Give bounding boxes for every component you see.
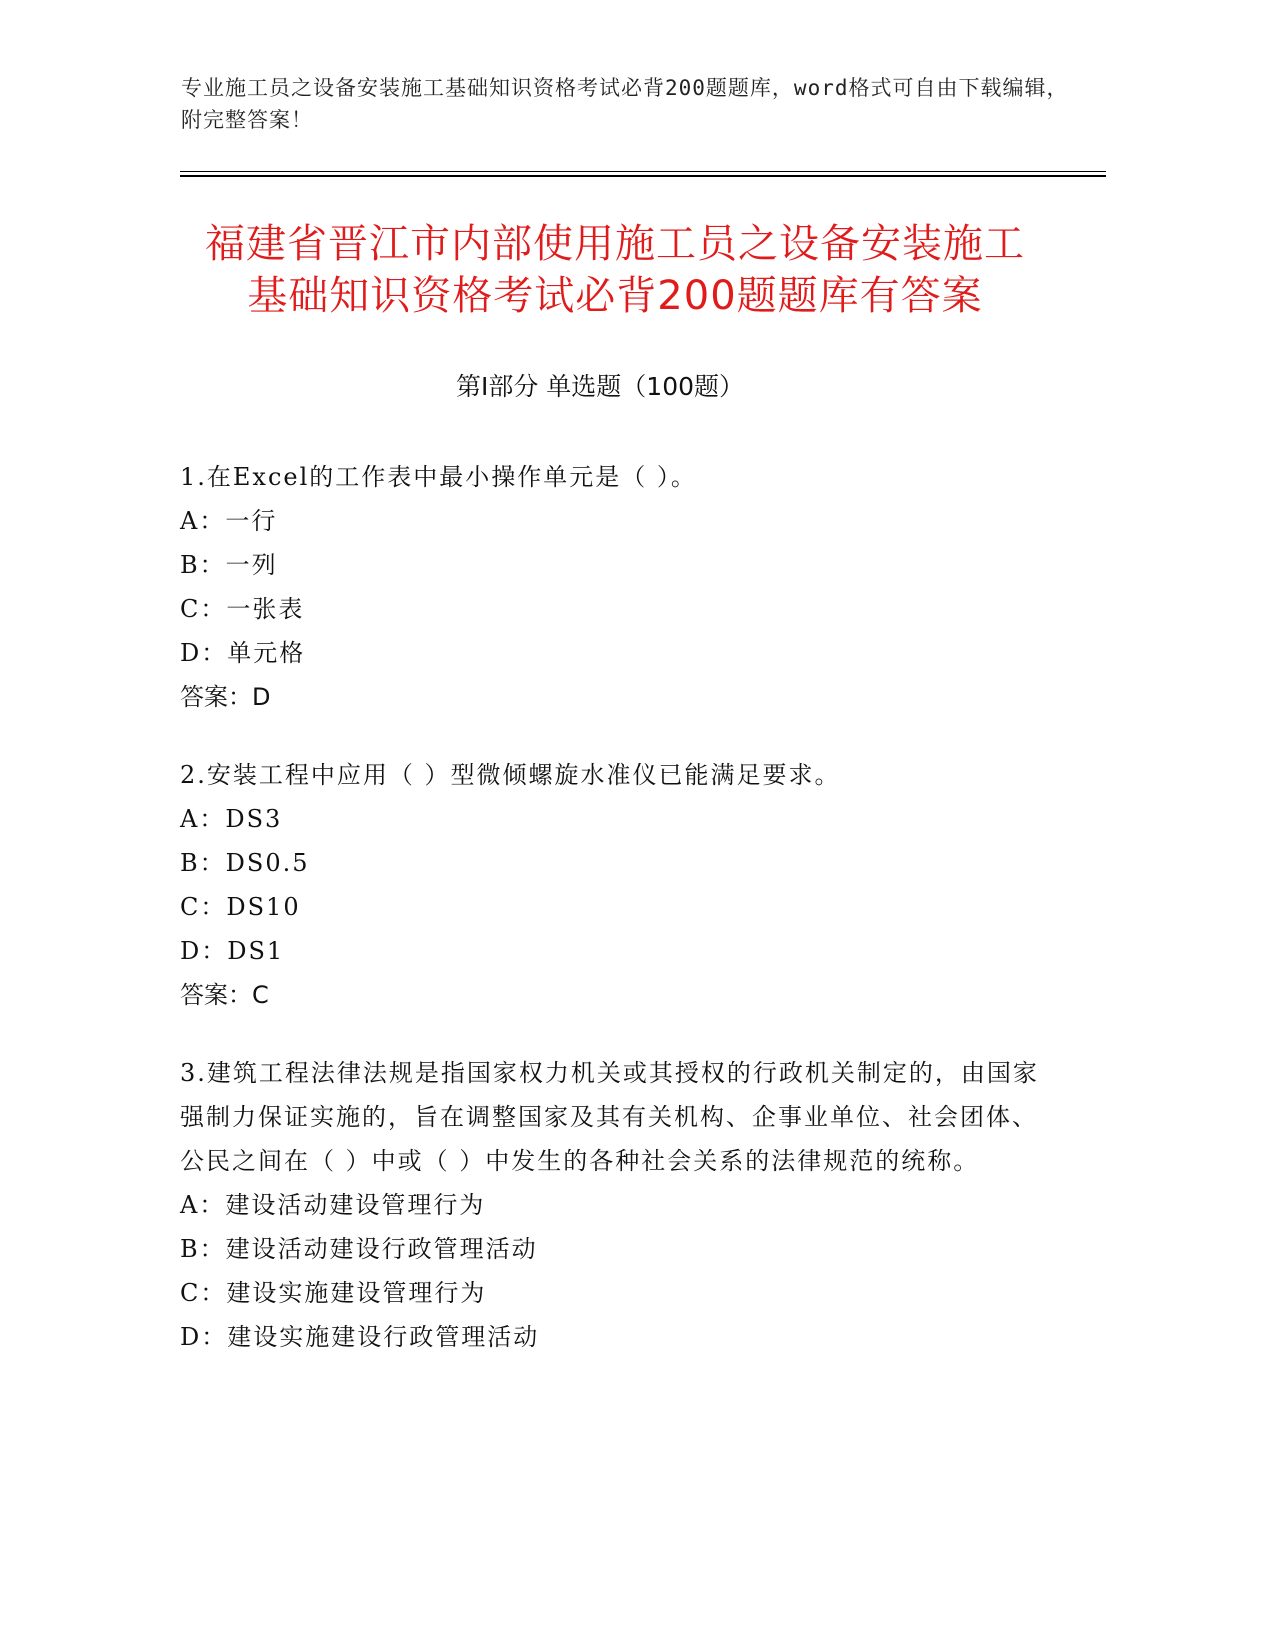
section-heading: 第Ⅰ部分 单选题（100题） xyxy=(455,372,745,401)
question-list xyxy=(180,455,1040,1393)
question-2 xyxy=(180,753,1040,1017)
option-b: B：建设活动建设行政管理活动 xyxy=(180,1235,538,1263)
option-d: D：DS1 xyxy=(180,937,285,965)
option-b: B：一列 xyxy=(180,551,278,579)
question-text: 3.建筑工程法律法规是指国家权力机关或其授权的行政机关制定的，由国家强制力保证实施的，旨在调整国家及其有关机构、企事业单位、社会团体、公民之间在（ ）中或（ ）中发生的各种社会关系的法律规范的统称。 xyxy=(180,1059,1039,1175)
question-3 xyxy=(180,1051,1040,1359)
option-b: B：DS0.5 xyxy=(180,849,310,877)
option-c: C：DS10 xyxy=(180,893,301,921)
option-a: A：DS3 xyxy=(180,805,283,833)
option-c: C：一张表 xyxy=(180,595,305,623)
question-text: 1.在Excel的工作表中最小操作单元是（ ）。 xyxy=(180,463,697,491)
answer: 答案：D xyxy=(180,683,271,711)
option-c: C：建设实施建设管理行为 xyxy=(180,1279,487,1307)
header-divider-thick xyxy=(180,175,1106,177)
option-d: D：建设实施建设行政管理活动 xyxy=(180,1323,540,1351)
header-note: 专业施工员之设备安装施工基础知识资格考试必背200题题库，word格式可自由下载编辑，附完整答案！ xyxy=(181,76,1069,132)
question-1 xyxy=(180,455,1040,719)
option-a: A：建设活动建设管理行为 xyxy=(180,1191,486,1219)
question-text: 2.安装工程中应用（ ）型微倾螺旋水准仪已能满足要求。 xyxy=(180,761,841,789)
document-title: 福建省晋江市内部使用施工员之设备安装施工基础知识资格考试必背200题题库有答案 xyxy=(205,221,1025,319)
option-a: A：一行 xyxy=(180,507,278,535)
option-d: D：单元格 xyxy=(180,639,306,667)
header-divider-thin xyxy=(180,171,1106,172)
answer: 答案：C xyxy=(180,981,269,1009)
